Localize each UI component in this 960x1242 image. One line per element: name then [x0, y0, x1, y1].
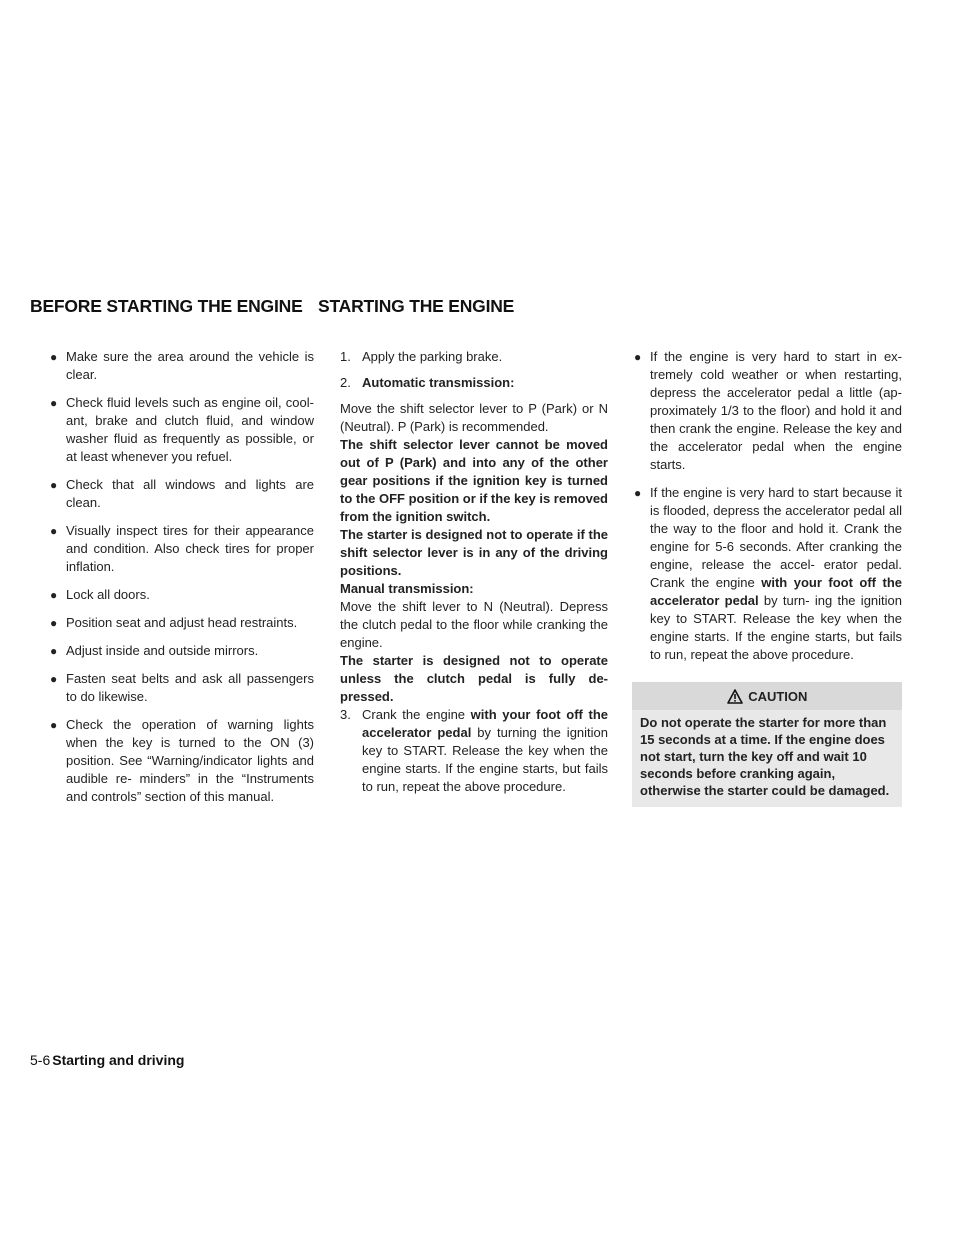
step-2-warning-1: The shift selector lever cannot be moved out of P (Park) and into any of the other gear positions if the ignition key is turned to the OFF position or if the key is removed from the ignition switch. [340, 437, 608, 524]
list-item: ● Make sure the area around the vehicle is clear. [50, 349, 314, 382]
column-tips [632, 348, 902, 807]
bullet-icon: ● [50, 718, 58, 732]
step-3: 3. Crank the engine with your foot off the accelerator pedal by turning the ignition key to START. Release the key when the engine starts. If the engine starts, but fails to run, repeat the above procedure. [340, 707, 608, 794]
bullet-icon: ● [50, 644, 58, 658]
step-1: 1. Apply the parking brake. [340, 349, 503, 364]
list-item: ● If the engine is very hard to start because it is flooded, depress the accelerator pedal all the way to the floor and hold it. Crank the engine for 5-6 seconds. After cranking the engine, release the accel- erator pedal. Crank the engine with your foot off the accelerator pedal by turn- ing the ignition key to START. Release the key when the engine starts. If the engine starts, but fails to run, repeat the above procedure. [634, 485, 902, 662]
section-name: Starting and driving [52, 1052, 185, 1068]
list-item: ● Fasten seat belts and ask all passengers to do likewise. [50, 671, 314, 704]
heading-starting: STARTING THE ENGINE [318, 296, 515, 316]
page-number: 5-6 [30, 1052, 51, 1068]
bullet-icon: ● [50, 524, 58, 538]
bullet-icon: ● [50, 672, 58, 686]
step-2-text: Move the shift selector lever to P (Park) or N (Neutral). P (Park) is recommended. [340, 401, 608, 434]
caution-box [632, 682, 902, 807]
caution-header [632, 682, 902, 710]
list-item: ● Adjust inside and outside mirrors. [50, 643, 259, 658]
column-before-starting [48, 348, 314, 816]
caution-text: Do not operate the starter for more than 15 seconds at a time. If the engine does not start, turn the key off and wait 10 seconds before cranking again, otherwise the starter could be damaged. [632, 710, 902, 807]
caution-title: CAUTION [748, 689, 808, 704]
list-item: ● Lock all doors. [50, 587, 150, 602]
manual-title: Manual transmission: [340, 581, 474, 596]
column-starting [340, 348, 608, 804]
list-item: ● If the engine is very hard to start in ex- tremely cold weather or when restarting, depress the accelerator pedal a little (ap- proximately 1/3 to the floor) and hold it and then crank the engine. Release the key and the accelerator pedal when the engine starts. [634, 349, 902, 472]
bullet-icon: ● [50, 478, 58, 492]
bullet-icon: ● [634, 350, 642, 364]
list-item: ● Visually inspect tires for their appearance and condition. Also check tires for proper inflation. [50, 523, 314, 574]
bullet-icon: ● [50, 616, 58, 630]
bullet-icon: ● [634, 486, 642, 500]
bullet-icon: ● [50, 350, 58, 364]
list-item: ● Check that all windows and lights are clean. [50, 477, 314, 510]
list-item: ● Check fluid levels such as engine oil, cool- ant, brake and clutch fluid, and window washer fluid as frequently as possible, or at least whenever you refuel. [50, 395, 314, 464]
page-footer [30, 1052, 184, 1068]
step-2-warning-2: The starter is designed not to operate if the shift selector lever is in any of the driving positions. [340, 527, 608, 578]
manual-text: Move the shift lever to N (Neutral). Depress the clutch pedal to the floor while cranking the engine. [340, 599, 608, 650]
bullet-icon: ● [50, 588, 58, 602]
step-2: 2. Automatic transmission: [340, 375, 515, 390]
list-item: ● Position seat and adjust head restraints. [50, 615, 298, 630]
warning-icon [727, 689, 743, 704]
bullet-icon: ● [50, 396, 58, 410]
heading-before-starting: BEFORE STARTING THE ENGINE [30, 296, 303, 316]
list-item: ● Check the operation of warning lights when the key is turned to the ON (3) position. See “Warning/indicator lights and audible re- minders” in the “Instruments and controls” section of this manual. [50, 717, 314, 804]
manual-warning: The starter is designed not to operate unless the clutch pedal is fully de- pressed. [340, 653, 608, 704]
